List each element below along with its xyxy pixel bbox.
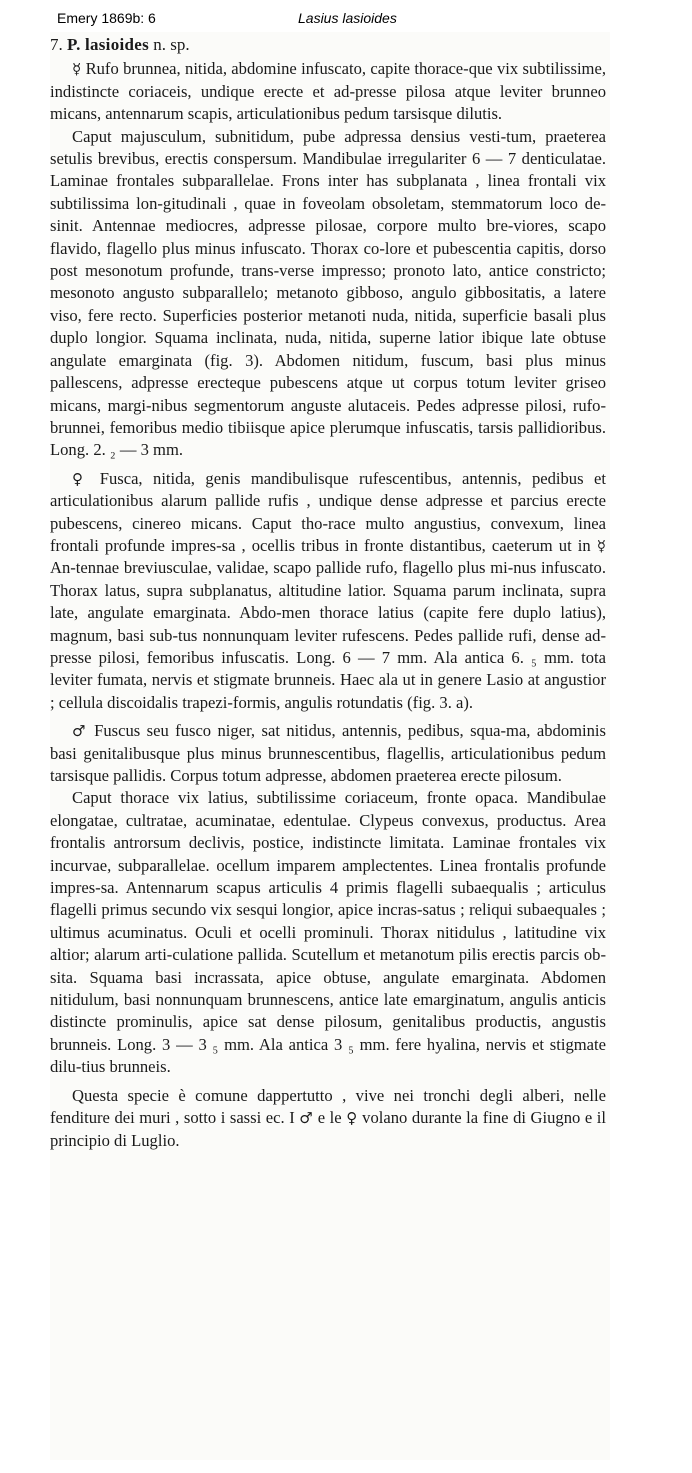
male-symbol-icon: ♂ [72, 722, 88, 741]
female-symbol-icon: ♀ [72, 469, 90, 488]
female-description-text-a: Fusca, nitida, genis mandibulisque rufescentibus, antennis, pedibus et articulationibus alarum pallide rufis , undique dense adpresse et parcius erecte pubescens, cinereo micans. Caput tho-race multo angustius, convexum, linea frontali profunde impres-sa , ocellis tribus in fronte distantibus, caeterum ut in [50, 468, 606, 555]
worker-symbol-inline-icon: ☿ [596, 536, 606, 555]
page-header [0, 0, 692, 30]
scanned-page-text [50, 34, 606, 1152]
worker-symbol-icon: ☿ [72, 60, 82, 79]
female-description-paragraph [50, 468, 606, 714]
genus-abbrev: P. [67, 35, 81, 54]
habitat-note-text-c: volano durante la fine di Giugno e il principio di Luglio. [50, 1108, 607, 1150]
habitat-note-text-a: Questa specie è comune dappertutto , vive nei tronchi degli alberi, nelle fenditure dei muri , sotto i sassi ec. I [50, 1085, 606, 1128]
male-symbol-inline-icon: ♂ [299, 1109, 314, 1128]
male-description-paragraph [50, 787, 606, 1078]
male-diagnosis-text: Fuscus seu fusco niger, sat nitidus, antennis, pedibus, squa-ma, abdominis basi genitalibusque plus minus brunnescentibus, flagellis, articulationibus pedum tarsisque pallidis. Corpus totum adpresse, abdomen praeterea erecte pilosum. [50, 721, 606, 785]
worker-description-paragraph [50, 126, 606, 462]
citation-label: Emery 1869b: 6 [57, 10, 156, 26]
taxon-name: Lasius lasioides [298, 10, 397, 26]
habitat-note-paragraph [50, 1085, 606, 1152]
male-description-text: Caput thorace vix latius, subtilissime coriaceum, fronte opaca. Mandibulae elongatae, cultratae, acuminatae, edentulae. Clypeus convexus, productus. Area frontalis antrorsum declivis, postice, indistincte limitata. Laminae frontales vix incurvae, subparallelae. ocellum imparem amplectentes. Linea frontalis profunde impres-sa. Antennarum scapus articulis 4 primis flagelli subaequalis ; articulus flagelli primus secundo vix sesqui longior, apice incras-satus ; reliqui subaequales ; ultimus acuminatus. Oculi et ocelli prominuli. Thorax nitidulus , latitudine vix altior; alarum arti-culatione pallida. Scutellum et metanotum pilis erectis parcis ob-sita. Squama basi incrassata, apice obtuse, angulate emarginata. Abdomen nitidulum, basi nonnunquam brunnescens, antice late emarginatum, angulis anticis distincte prominulis, apice sat dense pilosum, genitalibus productis, angustis brunneis. Long. 3 — 3 ₅ mm. Ala antica 3 ₅ mm. fere hyalina, nervis et stigmate dilu-tius brunneis. [50, 788, 606, 1077]
male-diagnosis-paragraph [50, 720, 606, 787]
female-symbol-inline-icon: ♀ [346, 1109, 358, 1128]
species-heading [50, 34, 606, 56]
worker-description-text: Caput majusculum, subnitidum, pube adpressa densius vesti-tum, praeterea setulis brevibus, erectis conspersum. Mandibulae irregulariter 6 — 7 denticulatae. Laminae frontales subparallelae. Frons inter has subplanata , linea frontali vix subtilissima lon-gitudinali , quae in foveolam obsoletam, stemmatorum loco de-sinit. Antennae mediocres, adpresse pilosae, corpore multo bre-viores, scapo flavido, flagello plus minus infuscato. Thorax co-lore et pubescentia capitis, dorso post mesonotum profunde, trans-verse impresso; pronoto lato, antice constricto; mesonoto angusto subparallelo; metanoto gibboso, angulo gibbositatis, a latere viso, fere recto. Superficies posterior metanoti nuda, nitida, superficie basali plus duplo longior. Squama inclinata, nuda, nitida, superne latior ibique late obtuse angulate emarginata (fig. 3). Abdomen nitidum, fuscum, basi plus minus pallescens, adpresse erecteque pubescens atque ut corpus totum leviter griseo micans, margi-nibus segmentorum anguste alutaceis. Pedes adpresse pilosi, rufo-brunnei, femoribus medio tibiisque apice plerumque infuscatis, tarsis pallidioribus. Long. 2. ₂ — 3 mm. [50, 126, 606, 460]
worker-diagnosis-paragraph [50, 58, 606, 125]
habitat-note-text-b: e le [317, 1108, 342, 1128]
worker-diagnosis-text: Rufo brunnea, nitida, abdomine infuscato, capite thorace-que vix subtilissime, indistincte coriaceis, undique erecte et ad-presse pilosa atque leviter brunneo micans, antennarum scapis, articulationibus pedum tarsisque dilutis. [50, 59, 606, 124]
female-description-text-b: An-tennae breviusculae, validae, scapo pallide rufo, flagello plus mi-nus infuscato. Thorax latus, supra subplanatus, altitudine latior. Squama parum inclinata, supra late, angulate emarginata. Abdo-men thorace latius (capite fere duplo latius), magnum, basi sub-tus nonnunquam leviter rufescens. Pedes pallide rufi, dense ad-presse pilosi, femoribus infuscatis. Long. 6 — 7 mm. Ala antica 6. ₅ mm. tota leviter fumata, nervis et stigmate brunneis. Haec ala ut in genere Lasio at angustior ; cellula discoidalis trapezi-formis, angulis rotundatis (fig. 3. a). [50, 558, 606, 712]
species-number: 7. [50, 35, 63, 54]
species-status: n. sp. [153, 35, 190, 54]
species-name: lasioides [84, 35, 150, 54]
